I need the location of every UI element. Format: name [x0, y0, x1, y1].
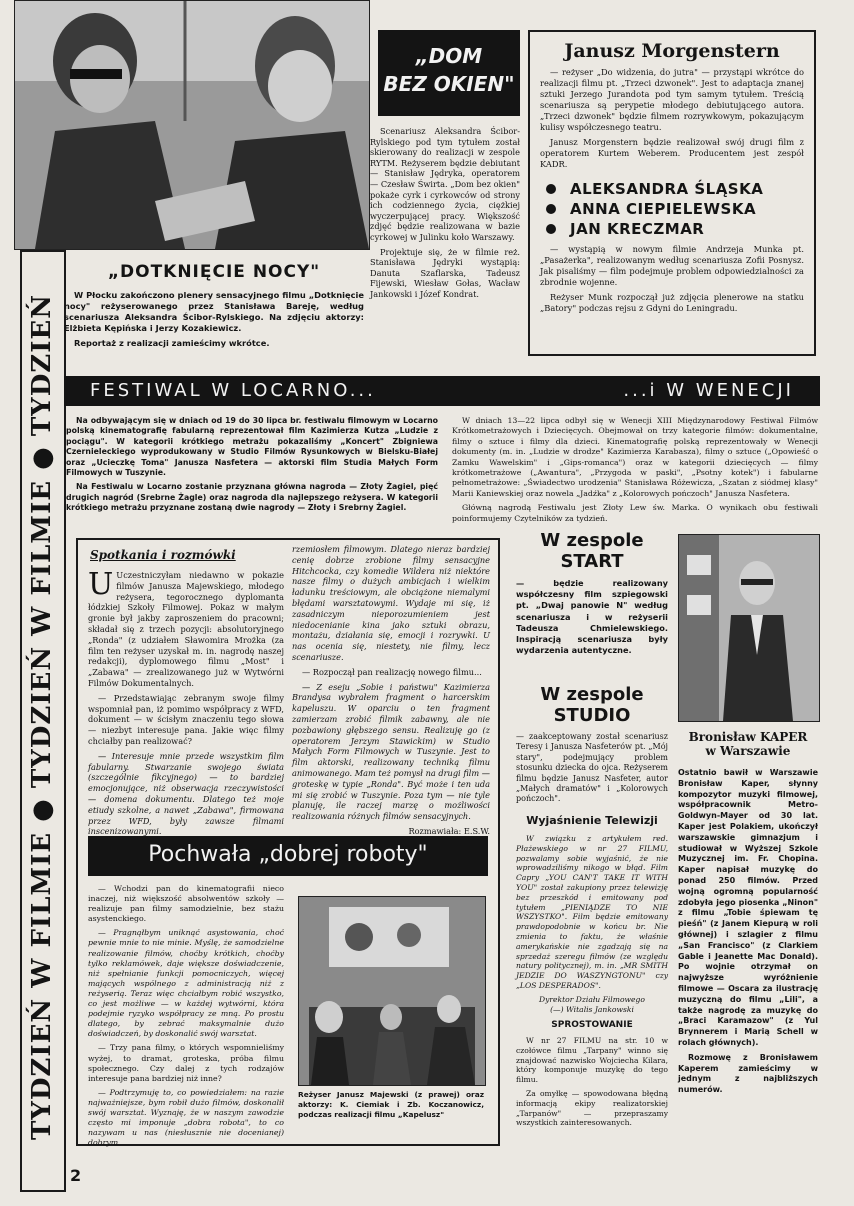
kaper-title [678, 730, 818, 758]
pochwala-title: Pochwała „dobrej roboty" [148, 842, 428, 867]
sidebar-text: TYDZIEŃ W FILMIE ● TYDZIEŃ W FILMIE ● TYDZIEŃ [27, 293, 57, 1141]
start-body: — będzie realizowany współczesny film szpiegowski pt. „Dwaj panowie N" według scenariusza i w reżyserii Tadeusza Chmielewskiego. Inspiracją scenariusza były wydarzenia autentyczne. [516, 578, 668, 656]
page-number: 2 [70, 1166, 82, 1185]
dom-title-line1: „DOM [415, 44, 483, 68]
kaper-title-line1: Bronisław KAPER [688, 730, 808, 744]
cast-item: JAN KRECZMAR [540, 220, 804, 238]
studio-title-line1: W zespole [540, 684, 644, 705]
kaper-body-text: Ostatnio bawił w Warszawie Bronisław Kaper, słynny kompozytor muzyki filmowej, współpracownik Metro-Goldwyn-Mayer od 30 lat. Kaper jest Polakiem, ukończył warszawskie gimnazjum i studiował w Wyższej Szkole Muzycznej im. Fr. Chopina. Kaper napisał muzykę do ponad 250 filmów. Przed wojną ogromną popularność zdobyła jego piosenka „Ninon" z filmu „Tobie śpiewam tę pieśń" (z Janem Kiepurą w roli głównej) i szlagier z filmu „San Francisco" (z Clarkiem Gable i Jeanette Mac Donald). Po wojnie otrzymał on najwyższe wyróżnienie filmowe — Oscara za ilustrację muzyczną do filmu „Lili", a także nagrodę za muzykę do „Braci Karamazow" (z Yul Brynnerem i Marią Schell w rolach głównych). [678, 768, 818, 1047]
festival-banner [64, 376, 820, 406]
munk-body1: — wystąpią w nowym filmie Andrzeja Munka pt. „Pasażerka", realizowanym według scenariusza Zofii Posnysz. Jak pisaliśmy — film podejmuje problem odpowiedzialności za zbrodnie wojenne. [540, 244, 804, 287]
banner-locarno: FESTIWAL W LOCARNO... [90, 380, 376, 401]
telewizja-sign2: (—) Witalis Jankowski [550, 1004, 634, 1014]
dom-body2: Projektuje się, że w filmie reż. Stanisława Jędryki wystąpią: Danuta Szaflarska, Tadeusz Fijewski, Wiesław Gołas, Wacław Jankowski i Józef Kondrat. [370, 246, 520, 299]
locarno-body2: Na Festiwalu w Locarno zostanie przyznana główna nagroda — Złoty Żagiel, pięć drugich nagród (Srebrne Żagle) oraz nagroda dla najlepszego reżysera. W kategorii krótkiego metrażu przyznane zostaną dwie nagrody — Złoty i Srebrny Żagiel. [66, 482, 438, 513]
photo-dotkniecie [14, 0, 370, 250]
banner-wenecja: ...i W WENECJI [623, 380, 794, 401]
sprostowanie-title-text: SPROSTOWANIE [551, 1020, 633, 1030]
dom-title-box [378, 30, 520, 116]
sidebar-strip [20, 250, 66, 1192]
studio-body: — zaakceptowany został scenariusz Teresy i Janusza Nasfeterów pt. „Mój stary", podejmujący problem stosunku dziecka do ojca. Reżyserem filmu będzie Janusz Nasfeter, autor „Małych dramatów" i „Kolorowych pończoch". [516, 732, 668, 804]
photo-majewski [298, 896, 486, 1086]
photo-kaper [678, 534, 820, 722]
cast-item: ANNA CIEPIELEWSKA [540, 200, 804, 218]
locarno-body [66, 416, 438, 518]
spotkania-col2-p2: — Rozpoczął pan realizację nowego filmu... [302, 666, 482, 677]
wenecja-body [452, 416, 818, 528]
kaper-title-line2: w Warszawie [705, 744, 791, 758]
spotkania-col2-p3: — Z eseju „Sobie i państwu" Kazimierza Brandysa wybrałem fragment o harcerskim kapeluszu. W oparciu o ten fragment zamierzam zrobić filmik zabawny, ale nie pozbawiony głębszego sensu. Realizuję go (z operatorem Jerzym Stawickim) w Studio Małych Form Filmowych w Tuszynie. Jest to film aktorski, realizowany techniką filmu animowanego. Mam też pomysł na drugi film — groteskę w typie „Ronda". Być może i ten uda mi się zrobić w Tuszynie. Poza tym — nie tyle planuję, ile raczej marzę o możliwości realizowania różnych filmów sensacyjnych. [292, 681, 490, 822]
morgenstern-body2: Janusz Morgenstern będzie realizował swój drugi film z operatorem Kurtem Weberem. Producentem jest zespół KADR. [540, 137, 804, 169]
munk-cast-list [540, 180, 804, 238]
sprostowanie-body2: Za omyłkę — spowodowana błędną informacją ekipy realizatorskiej „Tarpanów" — przepraszamy wszystkich zainteresowanych. [516, 1088, 668, 1128]
dotkniecie-title [64, 262, 364, 282]
pochwala-p4: — Podtrzymuję to, co powiedziałem: na razie najważniejsze, bym robił dużo filmów, doskonalił swój warsztat. Wyznaję, że w naszym zawodzie często mi imponuje „dobra robota", to co nazywam u nas (niesłusznie nie docenianej) dobrym [88, 1087, 284, 1148]
telewizja-title-text: Wyjaśnienie Telewizji [526, 814, 658, 827]
pochwala-caption: Reżyser Janusz Majewski (z prawej) oraz aktorzy: K. Ciemiak i Zb. Koczanowicz, podczas realizacji filmu „Kapelusz" [298, 1090, 484, 1119]
dom-body1: Scenariusz Aleksandra Ścibor-Rylskiego pod tym tytułem został skierowany do realizacji w zespole RYTM. Reżyserem będzie debiutant — Stanisław Jędryka, operatorem — Czesław Świrta. „Dom bez okien" pokaże cyrk i cyrkowców od strony ich codziennego życia, ciężkiej wyczerpującej pracy. Większość zdjęć będzie realizowana w bazie cyrkowej w Julinku koło Warszawy. [370, 126, 520, 242]
sprostowanie-body1: W nr 27 FILMU na str. 10 w czołówce filmu „Tarpany" winno się znajdować nazwisko Wojciecha Kilara, który komponuje muzykę do tego filmu. [516, 1036, 668, 1085]
pochwala-p1: — Wchodzi pan do kinematografii nieco inaczej, niż większość absolwentów szkoły — realizuje pan filmy samodzielnie, bez stażu asystenckiego. [88, 884, 284, 924]
telewizja-body [516, 834, 668, 1018]
wenecja-body2: Główną nagrodą Festiwalu jest Złoty Lew św. Marka. O wynikach obu festiwali poinformujemy Czytelników za tydzień. [452, 503, 818, 523]
start-title [516, 530, 668, 572]
dotkniecie-body-text: W Płocku zakończono plenery sensacyjnego filmu „Dotknięcie nocy" reżyserowanego przez Stanisława Bareję, według scenariusza Aleksandra Ścibor-Rylskiego. Na zdjęciu aktorzy: Elżbieta Kępińska i Jerzy Kozakiewicz. [64, 290, 364, 333]
start-title-line2: START [560, 551, 624, 572]
cast-item: ALEKSANDRA ŚLĄSKA [540, 180, 804, 198]
locarno-body1: Na odbywającym się w dniach od 19 do 30 lipca br. festiwalu filmowym w Locarno polską kinematografię fabularną reprezentował film Kazimierza Kutza „Ludzie z pociągu". W kategorii krótkiego metrażu pokazaliśmy „Koncert" Zbigniewa Czernieleckiego wyprodukowany w Studio Filmów Rysunkowych w Bielsku-Białej oraz „Ucieczkę Toma" Janusza Nasfetera — aktorski film Studia Małych Form Filmowych w Tuszynie. [66, 416, 438, 478]
morgenstern-body1: — reżyser „Do widzenia, do jutra" — przystąpi wkrótce do realizacji filmu pt. „Trzeci dzwonek". Jest to adaptacja znanej sztuki Jerzego Jurandota pod tym samym tytułem. Treścią scenariusza są perypetie młodego debiutującego autora. „Trzeci dzwonek" będzie filmem rozrywkowym, pokazującym kulisy współczesnego teatru. [540, 67, 804, 132]
spotkania-col1-p1: Uczestniczyłam niedawno w pokazie filmów Janusza Majewskiego, młodego reżysera, tegorocznego dyplomanta łódzkiej Szkoły Filmowej. Pokaz w małym gronie był jakby zaproszeniem do pracowni; składał się z trzech pozycji: absolutoryjnego „Ronda" (z udziałem Sławomira Mrożka (za film ten reżyser uzyskał m. in. nagrodę naszej redakcji), dyplomowego filmu „Most" i „Zabawa" — zrealizowanego już w Wytwórni Filmów Dokumentalnych. [88, 570, 284, 688]
pochwala-p2: — Pragnąłbym uniknąć asystowania, choć pewnie mnie to nie minie. Myślę, że samodzielne realizowanie filmów, choćby krótkich, choćby tylko reklamówek, daje większe doświadczenie, niż spełnianie funkcji pomocniczych, więcej mających wspólnego z administracją niż z reżyserią. Teraz więc chciałbym robić wszystko, co jest możliwe — w każdej wytwórni, która podejmie ryzyko współpracy ze mną. Po prostu dlatego, by zebrać maksymalnie dużo doświadczeń, by doskonalić swój warsztat. [88, 928, 284, 1039]
pochwala-title-bar [88, 836, 488, 876]
telewizja-body-text: W związku z artykułem red. Płażewskiego w nr 27 FILMU, pozwalamy sobie wyjaśnić, że nie wprowadziliśmy nikogo w błąd. Film Capry „YOU CAN'T TAKE IT WITH YOU" został zakupiony przez telewizję bez przeszkód i emitowany pod tytułem „PIENIĄDZE TO NIE WSZYSTKO". Film będzie emitowany prawdopodobnie w końcu br. Nie zmienia to faktu, że właśnie amerykańskie nie zgadzają się na sprzedaż szeregu filmów (ze względu natury politycznej), m. in. „MR SMITH JEDZIE DO WASZYNGTONU" czy „LOS DESPERADOS". [516, 834, 668, 990]
dotkniecie-footer: Reportaż z realizacji zamieścimy wkrótce. [74, 338, 270, 348]
sprostowanie-title [516, 1020, 668, 1030]
sprostowanie-body [516, 1036, 668, 1132]
dotkniecie-body [64, 290, 364, 353]
spotkania-signature: Rozmawiała: E.S.W. [408, 825, 490, 836]
spotkania-col2-p1: rzemiosłem filmowym. Dlatego nieraz bardziej cenię dobrze zrobione filmy sensacyjne Hitchcocka, czy komedie Wildera niż niektóre nasze filmy o dużych ambicjach i wielkim ładunku treściowym, ale obciążone niemalymi błędami warsztatowymi. Wydaje mi się, iż zasadniczym nieporozumieniem jest niedocenianie kina jako sztuki obrazu, montażu, działania się, emocji i rozrywki. U nas ocenia się, niestety, nie filmy, lecz scenariusze. [292, 544, 490, 662]
spotkania-col2 [292, 544, 490, 841]
kaper-body [678, 768, 818, 1100]
telewizja-title [516, 814, 668, 827]
studio-title-line2: STUDIO [553, 705, 631, 726]
telewizja-sign1: Dyrektor Działu Filmowego [539, 994, 645, 1004]
spotkania-col1-p3: — Interesuje mnie przede wszystkim film fabularny. Stwarzanie swojego świata (szczególnie fikcyjnego) — to bardziej emocjonujące, niż obserwacja rzeczywistości — domena dokumentu. Dlatego też moje etiudy szkolne, a nawet „Zabawa", firmowana przez WFD, były zawsze filmami inscenizowanymi. [88, 750, 284, 837]
munk-body2: Reżyser Munk rozpoczął już zdjęcia plenerowe na statku „Batory" podczas rejsu z Gdyni do Leningradu. [540, 292, 804, 313]
morgenstern-title: Janusz Morgenstern [564, 40, 780, 62]
dotkniecie-title-text: „DOTKNIĘCIE NOCY" [107, 262, 321, 282]
studio-title [516, 684, 668, 726]
pochwala-body [88, 884, 284, 1152]
start-title-line1: W zespole [540, 530, 644, 551]
morgenstern-box [528, 30, 816, 356]
kaper-body2: Rozmowę z Bronisławem Kaperem zamieścimy w jednym z najbliższych numerów. [678, 1052, 818, 1095]
spotkania-col1: U Uczestniczyłam niedawno w pokazie filmów Janusza Majewskiego, młodego reżysera, tegorocznego dyplomanta łódzkiej Szkoły Filmowej. Pokaz w małym gronie był jakby zaproszeniem do pracowni; składał się z trzech pozycji: absolutoryjnego „Ronda" (z udziałem Sławomira Mrożka (za film ten reżyser uzyskał m. in. nagrodę naszej redakcji), dyplomowego filmu „Most" i „Zabawa" — zrealizowanego już w Wytwórni Filmów Dokumentalnych. — Przedstawiając zebranym swoje filmy wspomniał pan, iż pomimo współpracy z WFD, dokument — w ścisłym znaczeniu tego słowa — niezbyt interesuje pana. Jakie więc filmy chciałby pan realizować? — Interesuje mnie przede wszystkim film fabularny. Stwarzanie swojego świata (szczególnie fikcyjnego) — to bardziej emocjonujące, niż obserwacja rzeczywistości — domena dokumentu. Dlatego też moje etiudy szkolne, a nawet „Zabawa", firmowana przez WFD, były zawsze filmami inscenizowanymi. [88, 567, 284, 837]
pochwala-p3: — Trzy pana filmy, o których wspomnieliśmy wyżej, to dramat, groteska, próba filmu społecznego. Czy dalej z tych rodzajów interesuje pana bardziej niż inne? [88, 1043, 284, 1083]
spotkania-col1-p2: — Przedstawiając zebranym swoje filmy wspomniał pan, iż pomimo współpracy z WFD, dokument — w ścisłym znaczeniu tego słowa — niezbyt interesuje pana. Jakie więc filmy chciałby pan realizować? [88, 692, 284, 746]
wenecja-body1: W dniach 13—22 lipca odbył się w Wenecji XIII Międzynarodowy Festiwal Filmów Krótkometrażowych i Dziecięcych. Obejmował on trzy kategorie filmów: dokumentalne, filmy o sztuce i filmy dla dzieci. Kinematografię polską reprezentowały w Wenecji dokumenty (m. in. „Ludzie w drodze" Kazimierza Karabasza), filmy o sztuce („Opowieść o Zamku Wawelskim" i „Gips-romanca") oraz w kategorii dziecięcych — filmy krótkometrażowe („Awantura", „Przygoda w paski", „Psotny kotek") i fabularne pełnometrażowe: „Świadectwo urodzenia" Stanisława Różewicza, „Szatan z siódmej klasy" Marii Kaniewskiej oraz nowela „Jadźka" z „Kolorowych pończoch" Janusza Nasfetera. [452, 416, 818, 498]
dom-title-line2: BEZ OKIEN" [383, 72, 515, 96]
dom-body [370, 126, 520, 304]
spotkania-title: Spotkania i rozmówki [90, 548, 236, 562]
